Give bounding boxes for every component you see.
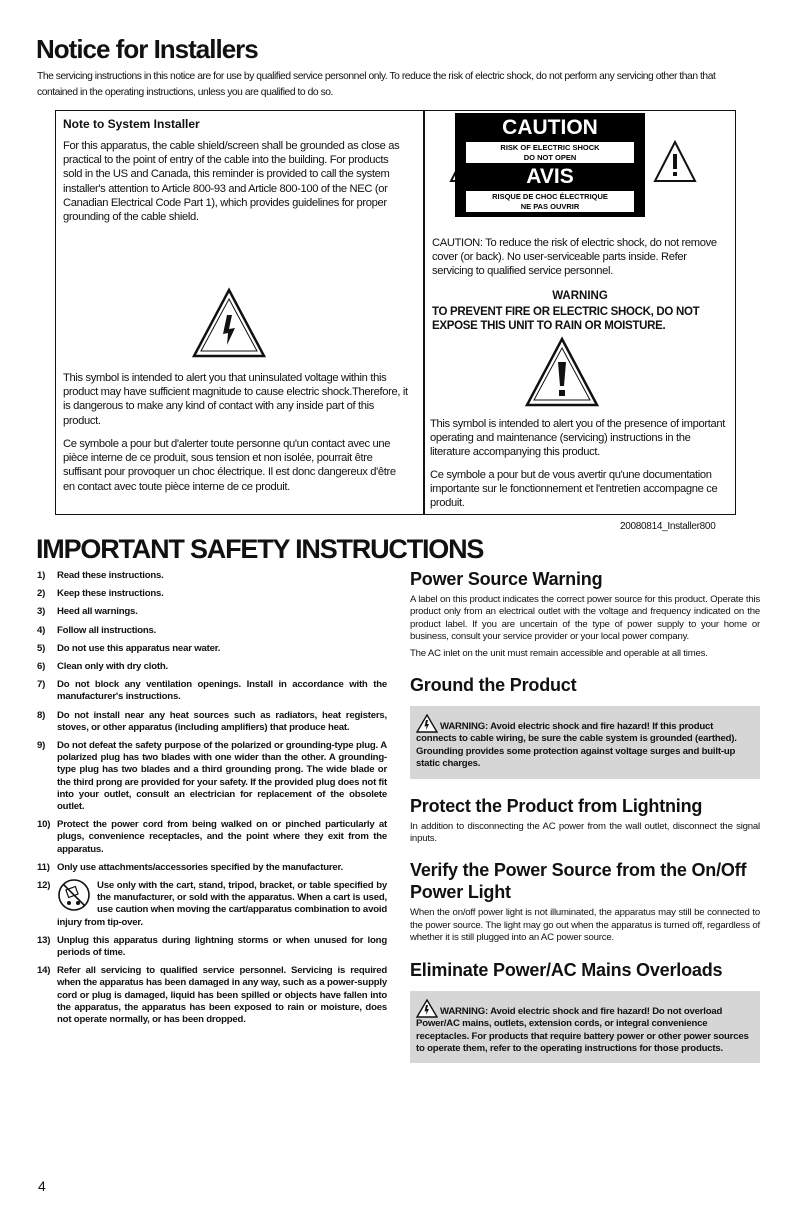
exclamation-symbol-text-fr: Ce symbole a pour but de vous avertir qu'une documentation importante sur le fonctionnement et l'entretien accompagne ce produit.	[430, 469, 718, 510]
item-number: 2)	[37, 588, 46, 600]
item-text: Clean only with dry cloth.	[57, 661, 169, 673]
verify-title: Verify the Power Source from the On/Off Power Light	[410, 860, 747, 903]
list-item	[37, 862, 387, 874]
warning-title: WARNING	[552, 290, 608, 302]
lightning-symbol-text-fr: Ce symbole a pour but d'alerter toute personne qu'un contact avec une pièce interne de ce produit, sous tension et non isolée, pourrait être suffisant pour provoquer un choc électrique. Il est donc dangereux d'être en contact avec toute pièce interne de ce produit.	[63, 438, 396, 493]
item-text: Follow all instructions.	[57, 624, 157, 636]
lightning-triangle-icon	[416, 714, 438, 733]
list-item	[37, 679, 387, 703]
avis-heading: AVIS	[526, 165, 574, 188]
list-item	[37, 965, 387, 1026]
column-divider	[423, 111, 425, 514]
avis-subtext	[466, 191, 634, 212]
item-text: Refer all servicing to qualified service personnel. Servicing is required when the apparatus has been damaged in any way, such as a power-supply cord or plug is damaged, liquid has been spilled or objects have fallen into the apparatus, the apparatus has been exposed to rain or moisture, does not operate normally, or has been dropped.	[57, 965, 387, 1026]
item-number: 4)	[37, 624, 46, 636]
item-number: 9)	[37, 740, 46, 752]
power-source-body: A label on this product indicates the correct power source for this product. Operate this product only from an electrical outlet with the voltage and frequency indicated on the product label. If you are uncertain of the type of power supply to your home or business, consult your service provider or your local power company.	[410, 594, 760, 643]
item-text: Heed all warnings.	[57, 606, 138, 618]
item-number: 7)	[37, 679, 46, 691]
list-item	[37, 880, 387, 929]
item-text: Use only with the cart, stand, tripod, bracket, or table specified by the manufacturer, or sold with the apparatus. When a cart is used, use caution when moving the cart/apparatus combination to avoid injury from tip-over.	[57, 880, 387, 928]
caution-label	[455, 113, 645, 217]
item-number: 11)	[37, 861, 50, 873]
verify-body: When the on/off power light is not illuminated, the apparatus may still be connected to the power source. The light may go out when the apparatus is turned off, regardless of whether it is still plugged into an AC power source.	[410, 907, 760, 944]
list-item	[37, 935, 387, 959]
item-number: 5)	[37, 642, 46, 654]
item-number: 13)	[37, 934, 51, 946]
right-column	[410, 568, 760, 1063]
lightning-symbol-text-en: This symbol is intended to alert you that uninsulated voltage within this product may have sufficient magnitude to cause electric shock.Therefore, it is dangerous to make any kind of contact with any inside part of this product.	[63, 372, 408, 427]
note-body: For this apparatus, the cable shield/screen shall be grounded as close as practical to the point of entry of the cable into the building. For products sold in the US and Canada, this reminder is provided to call the system installer's attention to Article 800-93 and Article 800-100 of the NEC (or Canadian Electrical Code Part 1), which provides guidelines for proper grounding of the cable shield.	[63, 140, 400, 224]
page-title: Notice for Installers	[36, 34, 258, 64]
caution-sub-1: RISK OF ELECTRIC SHOCK	[500, 143, 600, 152]
list-item	[37, 643, 387, 655]
item-text: Protect the power cord from being walked on or pinched particularly at plugs, convenience receptacles, and the point where they exit from the apparatus.	[57, 819, 387, 855]
item-number: 3)	[37, 606, 46, 618]
item-text: Only use attachments/accessories specified by the manufacturer.	[57, 861, 343, 873]
lightning-triangle-icon	[191, 287, 267, 359]
item-number: 12)	[37, 880, 51, 892]
list-item	[37, 570, 387, 582]
overloads-warning-box	[410, 991, 760, 1064]
exclamation-triangle-icon	[653, 140, 697, 184]
power-source-body-2: The AC inlet on the unit must remain accessible and operable at all times.	[410, 647, 708, 659]
warning-text: TO PREVENT FIRE OR ELECTRIC SHOCK, DO NOT EXPOSE THIS UNIT TO RAIN OR MOISTURE.	[432, 306, 700, 332]
item-text: Do not install near any heat sources such as radiators, heat registers, stoves, or other apparatus (including amplifiers) that produce heat.	[57, 709, 387, 733]
note-title: Note to System Installer	[63, 117, 200, 131]
overloads-title: Eliminate Power/AC Mains Overloads	[410, 959, 723, 980]
safety-instructions-list	[37, 570, 387, 1032]
caution-subtext	[466, 142, 634, 163]
item-text: Read these instructions.	[57, 570, 164, 581]
avis-sub-2: NE PAS OUVRIR	[520, 201, 580, 211]
item-text: Keep these instructions.	[57, 588, 164, 600]
ground-warning-box	[410, 706, 760, 779]
page-number: 4	[38, 1178, 46, 1194]
list-item	[37, 740, 387, 813]
document-code: 20080814_Installer800	[620, 521, 716, 532]
lightning-body: In addition to disconnecting the AC power from the wall outlet, disconnect the signal inputs.	[410, 820, 760, 845]
power-source-title: Power Source Warning	[410, 569, 603, 589]
safety-title: IMPORTANT SAFETY INSTRUCTIONS	[36, 534, 484, 564]
list-item	[37, 710, 387, 734]
intro-text: The servicing instructions in this notice are for use by qualified service personnel only. To reduce the risk of electric shock, do not perform any servicing other than that contained in the operating instructions, unless you are qualified to do so.	[37, 71, 716, 98]
list-item	[37, 819, 387, 856]
item-number: 1)	[37, 570, 46, 581]
exclamation-symbol-text-en: This symbol is intended to alert you of the presence of important operating and maintenance (servicing) instructions in the literature accompanying this product.	[430, 418, 726, 459]
item-text: Do not block any ventilation openings. Install in accordance with the manufacturer's instructions.	[57, 679, 387, 703]
item-number: 6)	[37, 661, 46, 673]
item-text: Do not defeat the safety purpose of the polarized or grounding-type plug. A polarized plug has two blades with one wider than the other. A grounding-type plug has two blades and a third grounding prong. The wide blade or the third prong are provided for your safety. If the provided plug does not fit into your outlet, consult an electrician for replacement of the obsolete outlet.	[57, 740, 387, 813]
caution-heading: CAUTION	[502, 116, 598, 139]
cart-tipover-icon	[57, 878, 91, 912]
item-number: 14)	[37, 965, 51, 977]
overloads-warning-text: WARNING: Avoid electric shock and fire hazard! Do not overload Power/AC mains, outlets, extension cords, or integral convenience receptacles. For products that require battery power or other power sources to operate them, refer to the operating instructions for those products.	[416, 1005, 749, 1054]
caution-text: CAUTION: To reduce the risk of electric shock, do not remove cover (or back). No user-serviceable parts inside. Refer servicing to qualified service personnel.	[432, 237, 717, 278]
ground-warning-text: WARNING: Avoid electric shock and fire hazard! If this product connects to cable wiring, be sure the cable system is grounded (earthed). Grounding provides some protection against voltage surges and built-up static charges.	[416, 721, 737, 770]
list-item	[37, 606, 387, 618]
ground-title: Ground the Product	[410, 675, 577, 696]
item-text: Do not use this apparatus near water.	[57, 642, 221, 654]
list-item	[37, 625, 387, 637]
exclamation-triangle-icon	[524, 336, 600, 408]
avis-sub-1: RISQUE DE CHOC ÉLECTRIQUE	[492, 192, 608, 201]
item-text: Unplug this apparatus during lightning storms or when unused for long periods of time.	[57, 934, 387, 959]
caution-sub-2: DO NOT OPEN	[523, 152, 577, 162]
list-item	[37, 661, 387, 673]
lightning-triangle-icon	[416, 999, 438, 1018]
item-number: 8)	[37, 709, 46, 721]
list-item	[37, 588, 387, 600]
item-number: 10)	[37, 819, 51, 831]
lightning-title: Protect the Product from Lightning	[410, 795, 703, 816]
